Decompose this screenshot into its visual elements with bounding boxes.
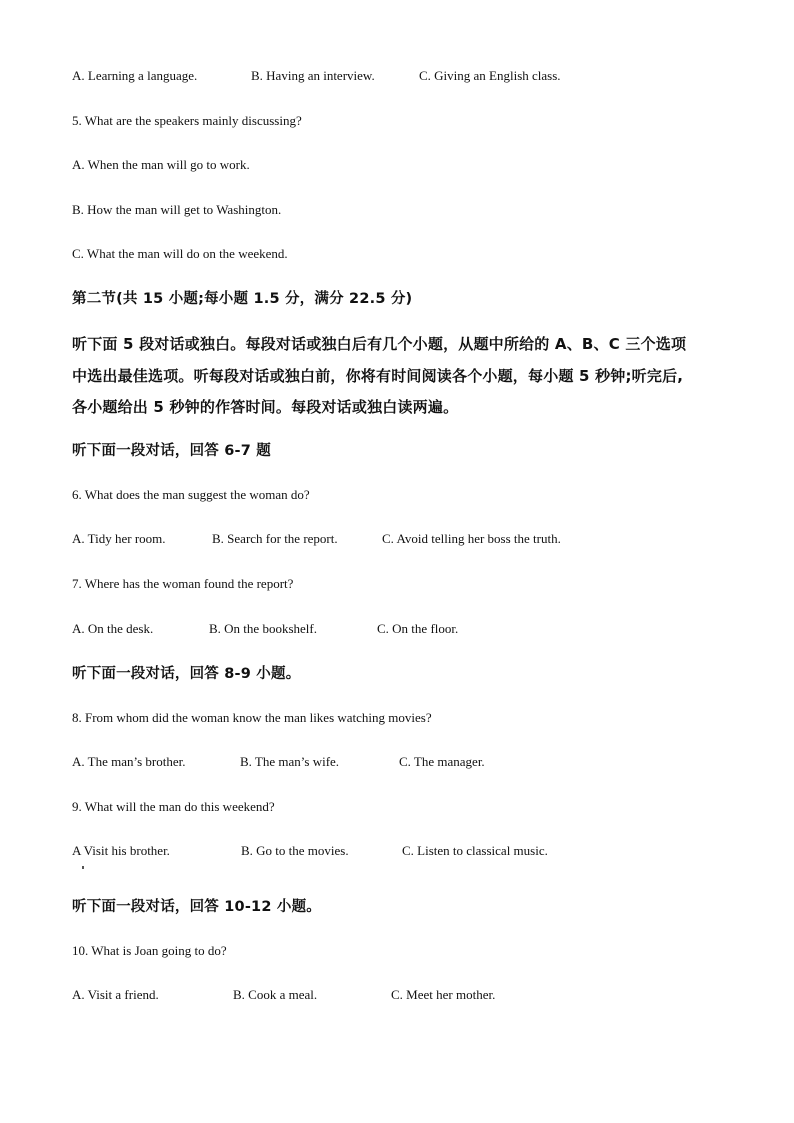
q4-option-b: B. Having an interview. bbox=[251, 68, 375, 83]
q7-option-a: A. On the desk. bbox=[72, 621, 154, 636]
q4-option-c: C. Giving an English class. bbox=[419, 68, 561, 83]
section2-instruction-line1: 听下面 5 段对话或独白。每段对话或独白后有几个小题，从题中所给的 A、B、C 三个选项 bbox=[72, 335, 687, 353]
q10-option-a: A. Visit a friend. bbox=[72, 987, 159, 1002]
q6-option-b: B. Search for the report. bbox=[212, 531, 338, 546]
section2-title: 第二节(共 15 小题;每小题 1.5 分，满分 22.5 分) bbox=[72, 291, 413, 307]
q9-question: 9. What will the man do this weekend? bbox=[72, 799, 275, 814]
group3-heading: 听下面一段对话，回答 10-12 小题。 bbox=[72, 899, 321, 915]
section2-instruction-line2: 中选出最佳选项。听每段对话或独白前，你将有时间阅读各个小题，每小题 5 秒钟;听完后, bbox=[72, 367, 684, 385]
q8-question: 8. From whom did the woman know the man likes watching movies? bbox=[72, 710, 432, 725]
q5-question: 5. What are the speakers mainly discussing? bbox=[72, 113, 302, 128]
group1-heading: 听下面一段对话，回答 6-7 题 bbox=[72, 443, 271, 459]
group2-heading: 听下面一段对话，回答 8-9 小题。 bbox=[72, 666, 301, 682]
q5-option-b: B. How the man will get to Washington. bbox=[72, 202, 282, 217]
q5-option-c: C. What the man will do on the weekend. bbox=[72, 246, 288, 261]
q6-option-a: A. Tidy her room. bbox=[72, 531, 166, 546]
q10-option-b: B. Cook a meal. bbox=[233, 987, 318, 1002]
q4-option-a: A. Learning a language. bbox=[72, 68, 198, 83]
stray-mark bbox=[82, 866, 84, 869]
q10-option-c: C. Meet her mother. bbox=[391, 987, 496, 1002]
q7-option-c: C. On the floor. bbox=[377, 621, 459, 636]
q6-option-c: C. Avoid telling her boss the truth. bbox=[382, 531, 561, 546]
q9-option-c: C. Listen to classical music. bbox=[402, 843, 548, 858]
q10-question: 10. What is Joan going to do? bbox=[72, 943, 227, 958]
q9-option-a: A Visit his brother. bbox=[72, 843, 170, 858]
section2-instruction-line3: 各小题给出 5 秒钟的作答时间。每段对话或独白读两遍。 bbox=[72, 398, 459, 416]
q6-question: 6. What does the man suggest the woman do? bbox=[72, 487, 310, 502]
q7-option-b: B. On the bookshelf. bbox=[209, 621, 317, 636]
q9-option-b: B. Go to the movies. bbox=[241, 843, 349, 858]
q8-option-a: A. The man’s brother. bbox=[72, 754, 186, 769]
q7-question: 7. Where has the woman found the report? bbox=[72, 576, 294, 591]
q8-option-c: C. The manager. bbox=[399, 754, 485, 769]
q5-option-a: A. When the man will go to work. bbox=[72, 157, 250, 172]
q8-option-b: B. The man’s wife. bbox=[240, 754, 340, 769]
